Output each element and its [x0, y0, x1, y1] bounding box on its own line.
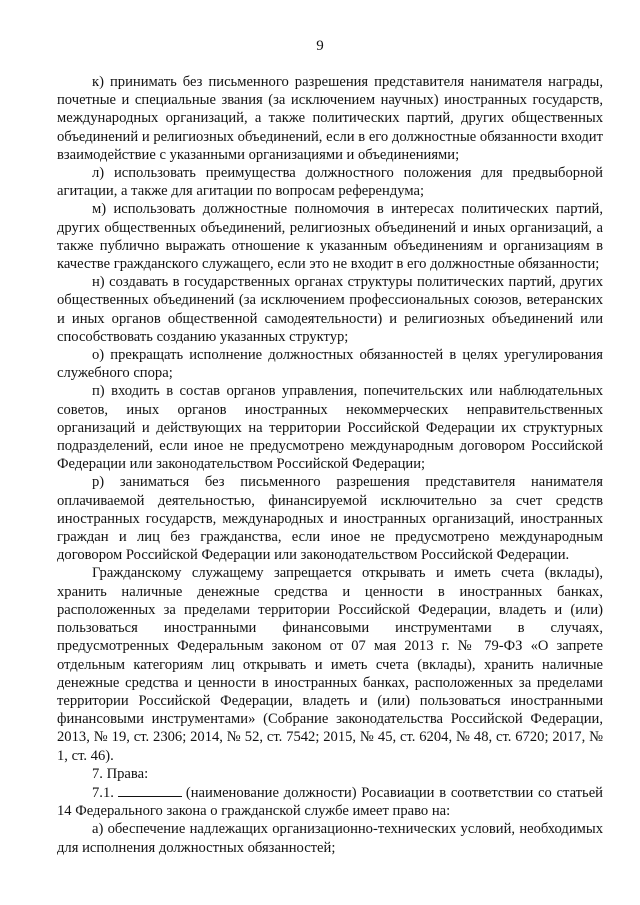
paragraph-n: н) создавать в государственных органах структуры политических партий, других общественных объединений (за исключением профессиональных союзов, ветеранских и иных органов общественной самодеятельности) и религиозных объединений или способствовать созданию указанных структур; [57, 274, 603, 345]
paragraph-a: а) обеспечение надлежащих организационно-технических условий, необходимых для исполнения должностных обязанностей; [57, 821, 603, 856]
document-body [57, 73, 603, 857]
clause-7-1 [57, 783, 603, 820]
paragraph-r: р) заниматься без письменного разрешения представителя нанимателя оплачиваемой деятельностью, финансируемой исключительно за счет средств иностранных государств, международных и иностранных организаций, иностранных граждан и лиц без гражданства, если иное не предусмотрено международным договором Российской Федерации или законодательством Российской Федерации. [57, 474, 603, 564]
rights-heading: 7. Права: [92, 765, 149, 782]
page-number: 9 [316, 38, 324, 54]
paragraph-l: л) использовать преимущества должностного положения для предвыборной агитации, а также для агитации по вопросам референдума; [57, 165, 603, 200]
paragraph-foreign-accounts-ban: Гражданскому служащему запрещается открывать и иметь счета (вклады), хранить наличные денежные средства и ценности в иностранных банках, расположенных за пределами территории Российской Федерации, владеть и (или) пользоваться иностранными финансовыми инструментами в случаях, предусмотренных Федеральным законом от 07 мая 2013 г. № 79-ФЗ «О запрете отдельным категориям лиц открывать и иметь счета (вклады), хранить наличные денежные средства и ценности в иностранных банках, расположенных за пределами территории Российской Федерации, владеть и (или) пользоваться иностранными финансовыми инструментами» (Собрание законодательства Российской Федерации, 2013, № 19, ст. 2306; 2014, № 52, ст. 7542; 2015, № 45, ст. 6204, № 48, ст. 6720; 2017, № 1, ст. 46). [57, 565, 603, 764]
clause-text: (наименование должности) Росавиации в соответствии со статьей 14 Федерального закона о гражданской службе имеет право на: [57, 784, 603, 820]
paragraph-k: к) принимать без письменного разрешения представителя нанимателя награды, почетные и специальные звания (за исключением научных) иностранных государств, международных организаций, а также политических партий, других общественных объединений и религиозных объединений, если в его должностные обязанности входит взаимодействие с указанными организациями и объединениями; [57, 74, 603, 163]
clause-number: 7.1. [92, 784, 114, 801]
paragraph-o: о) прекращать исполнение должностных обязанностей в целях урегулирования служебного спора; [57, 347, 603, 382]
paragraph-m: м) использовать должностные полномочия в интересах политических партий, других общественных объединений, религиозных объединений и иных организаций, а также публично выражать отношение к указанным объединениям и организациям в качестве гражданского служащего, если это не входит в его должностные обязанности; [57, 201, 603, 273]
position-blank-line [118, 783, 182, 797]
paragraph-p: п) входить в состав органов управления, попечительских или наблюдательных советов, иных органов иностранных некоммерческих неправительственных организаций и действующих на территории Российской Федерации их структурных подразделений, если иное не предусмотрено международным договором Российской Федерации или законодательством Российской Федерации; [57, 383, 603, 473]
